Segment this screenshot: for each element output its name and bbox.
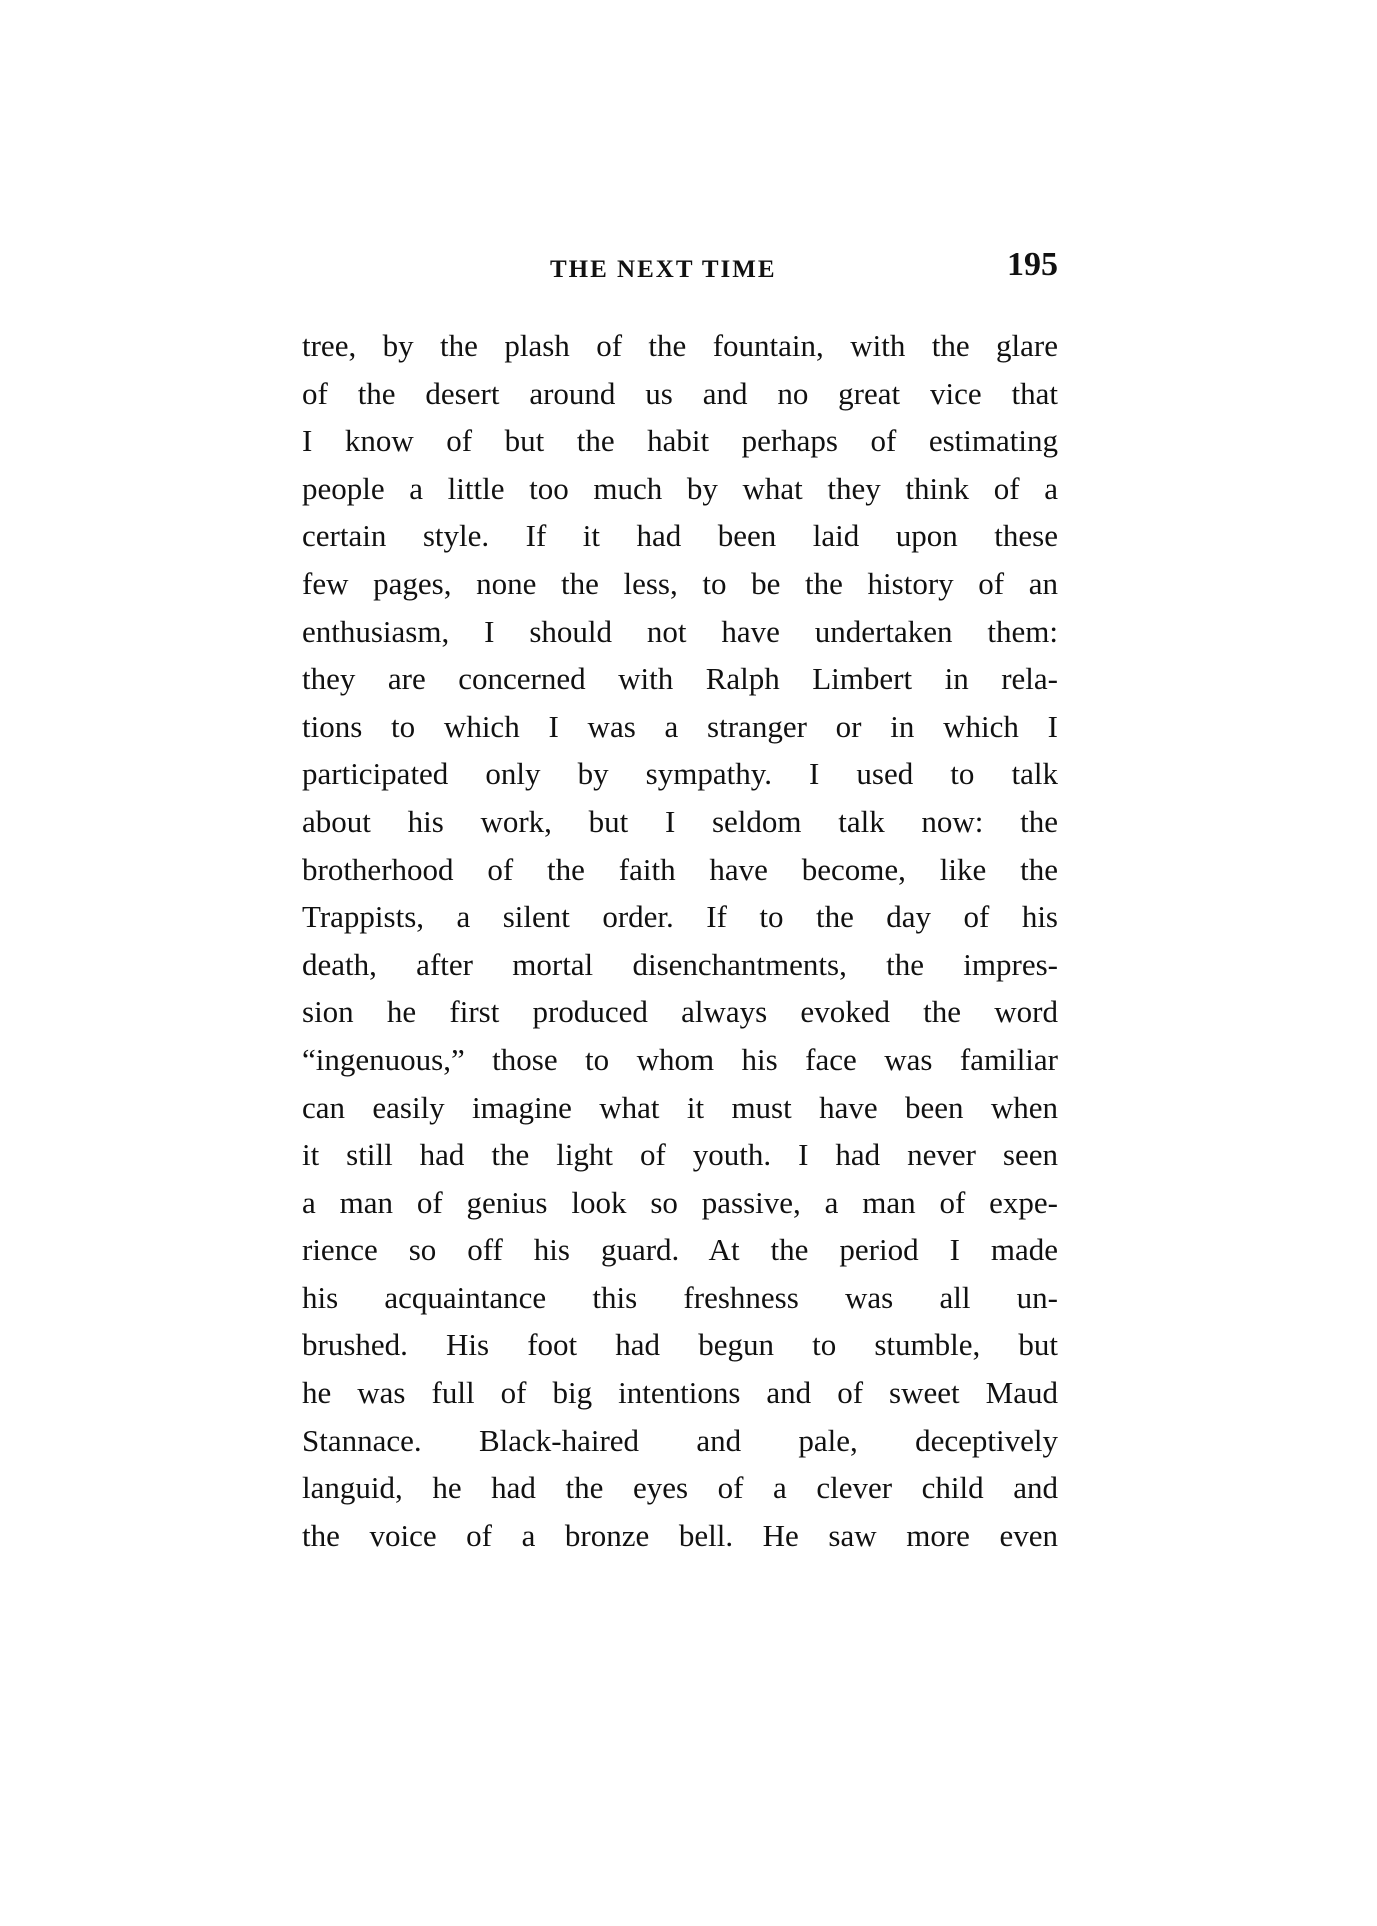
text-line: Trappists, a silent order. If to the day of his [302,899,1058,935]
text-line: certain style. If it had been laid upon these [302,518,1058,554]
body-text [302,322,1058,1559]
text-line: people a little too much by what they think of a [302,470,1058,506]
text-line: the voice of a bronze bell. He saw more even [302,1517,1058,1553]
text-line: tions to which I was a stranger or in which I [302,708,1058,744]
text-line: sion he first produced always evoked the word [302,994,1058,1030]
text-line: they are concerned with Ralph Limbert in rela- [302,661,1058,697]
text-line: his acquaintance this freshness was all un- [302,1279,1058,1315]
text-line: Stannace. Black-haired and pale, deceptively [302,1422,1058,1458]
running-title: THE NEXT TIME [550,256,777,283]
text-line: a man of genius look so passive, a man of expe- [302,1184,1058,1220]
page-number: 195 [1007,246,1058,283]
text-line: few pages, none the less, to be the history of an [302,565,1058,601]
text-line: enthusiasm, I should not have undertaken them: [302,613,1058,649]
text-line: I know of but the habit perhaps of estimating [302,423,1058,459]
text-line: rience so off his guard. At the period I made [302,1232,1058,1268]
text-line: he was full of big intentions and of sweet Maud [302,1375,1058,1411]
text-line: participated only by sympathy. I used to talk [302,756,1058,792]
text-line: languid, he had the eyes of a clever child and [302,1470,1058,1506]
text-line: of the desert around us and no great vice that [302,375,1058,411]
text-line: can easily imagine what it must have been when [302,1089,1058,1125]
text-line: brotherhood of the faith have become, like the [302,851,1058,887]
text-line: “ingenuous,” those to whom his face was familiar [302,1041,1058,1077]
text-line: about his work, but I seldom talk now: the [302,803,1058,839]
text-line: it still had the light of youth. I had never seen [302,1137,1058,1173]
text-line: brushed. His foot had begun to stumble, but [302,1327,1058,1363]
text-line: death, after mortal disenchantments, the impres- [302,946,1058,982]
text-line: tree, by the plash of the fountain, with the glare [302,328,1058,363]
running-head [302,246,1058,296]
